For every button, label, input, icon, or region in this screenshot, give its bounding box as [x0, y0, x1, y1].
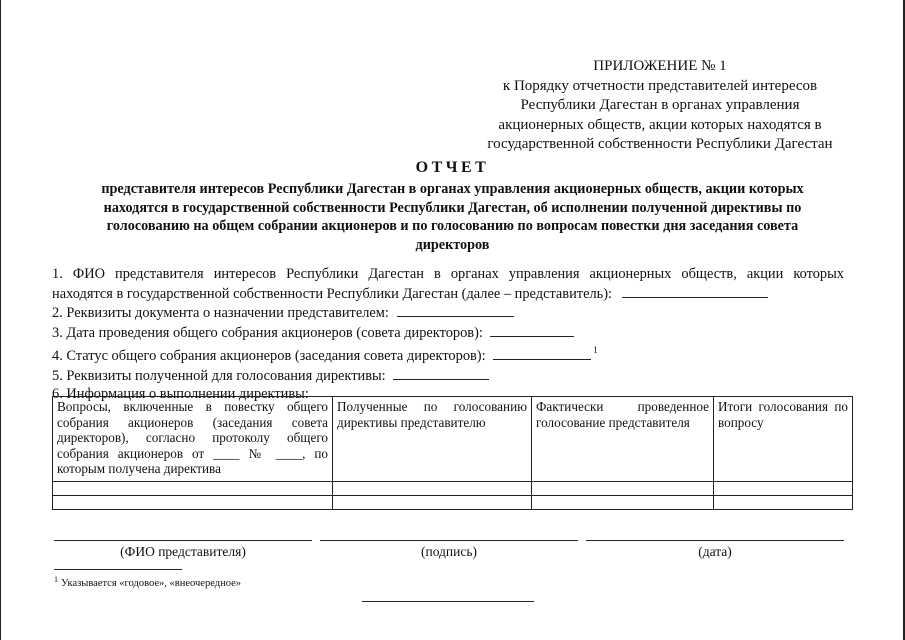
- table-cell[interactable]: [53, 496, 333, 510]
- field-directive-details: [52, 366, 844, 386]
- field-label: 1. ФИО представителя интересов Республики Дагестан в органах управления акционерных обществ, акции которых: [52, 266, 844, 282]
- footnote-text: Указывается «годовое», «внеочередное»: [61, 578, 241, 589]
- report-title: ОТЧЕТ: [415, 159, 490, 176]
- table-cell[interactable]: [53, 482, 333, 496]
- field-label: 3. Дата проведения общего собрания акционеров (совета директоров):: [52, 324, 483, 341]
- signature-line[interactable]: [320, 540, 578, 560]
- table-cell[interactable]: [714, 482, 853, 496]
- report-heading: [0, 158, 905, 254]
- signature-caption: (дата): [698, 544, 732, 559]
- column-header-actual-voting: Фактически проведенное голосование представителя: [532, 397, 714, 482]
- column-header-voting-results: Итоги голосования по вопросу: [714, 397, 853, 482]
- appendix-line: Республики Дагестан в органах управления: [520, 97, 800, 113]
- directive-table: [52, 396, 853, 510]
- appendix-line: к Порядку отчетности представителей интересов: [502, 77, 818, 94]
- footnote-separator: [54, 569, 182, 570]
- appendix-line: акционерных обществ, акции которых находятся в: [498, 116, 822, 133]
- fill-in-blank[interactable]: [393, 366, 489, 380]
- field-label: 6. Информация о выполнении директивы:: [52, 385, 309, 402]
- signature-caption: (подпись): [420, 544, 478, 559]
- field-appointment-document: [52, 303, 844, 323]
- footnote: [54, 575, 241, 589]
- signature-caption: (ФИО представителя): [120, 544, 246, 559]
- fill-in-blank[interactable]: [622, 284, 768, 298]
- appendix-title: ПРИЛОЖЕНИЕ № 1: [593, 58, 727, 74]
- report-subtitle: представителя интересов Республики Дагестан в органах управления акционерных обществ, акции которых находятся в государственной собственности Республики Дагестан, об исполнении полученной директивы по голосованию на общем собрании акционеров и по голосованию по вопросам повестки дня заседания совета директоров: [101, 181, 804, 253]
- field-representative-name: [52, 266, 844, 303]
- table-row: [53, 482, 853, 496]
- representative-name-line[interactable]: [54, 540, 312, 560]
- directive-table-container: [52, 396, 852, 510]
- field-label: находятся в государственной собственности Республики Дагестан (далее – представитель):: [52, 285, 613, 302]
- field-label: 5. Реквизиты полученной для голосования директивы:: [52, 367, 386, 384]
- page-left-edge: [0, 0, 1, 640]
- field-meeting-date: [52, 323, 844, 343]
- footnote-reference: 1: [593, 345, 598, 356]
- fill-in-blank[interactable]: [493, 346, 591, 360]
- field-meeting-status: [52, 342, 844, 366]
- field-label: 4. Статус общего собрания акционеров (заседания совета директоров):: [52, 348, 486, 365]
- field-label: 2. Реквизиты документа о назначении представителем:: [52, 305, 389, 322]
- closing-divider: [362, 601, 534, 602]
- table-cell[interactable]: [532, 482, 714, 496]
- appendix-block: [470, 57, 850, 155]
- column-header-questions: Вопросы, включенные в повестку общего собрания акционеров (заседания совета директоров), согласно протоколу общего собрания акционеров от ____ № ____, по которым получена директива: [53, 397, 333, 482]
- table-cell[interactable]: [333, 496, 532, 510]
- footnote-mark: 1: [54, 575, 58, 584]
- appendix-line: государственной собственности Республики Дагестан: [487, 136, 833, 152]
- fill-in-blank[interactable]: [397, 303, 514, 317]
- signature-block: [52, 540, 852, 564]
- table-cell[interactable]: [714, 496, 853, 510]
- table-cell[interactable]: [532, 496, 714, 510]
- table-header-row: [53, 397, 853, 482]
- date-line[interactable]: [586, 540, 844, 560]
- table-row: [53, 496, 853, 510]
- table-cell[interactable]: [333, 482, 532, 496]
- column-header-received-directives: Полученные по голосованию директивы представителю: [333, 397, 532, 482]
- report-fields: [52, 266, 844, 403]
- fill-in-blank[interactable]: [490, 323, 574, 337]
